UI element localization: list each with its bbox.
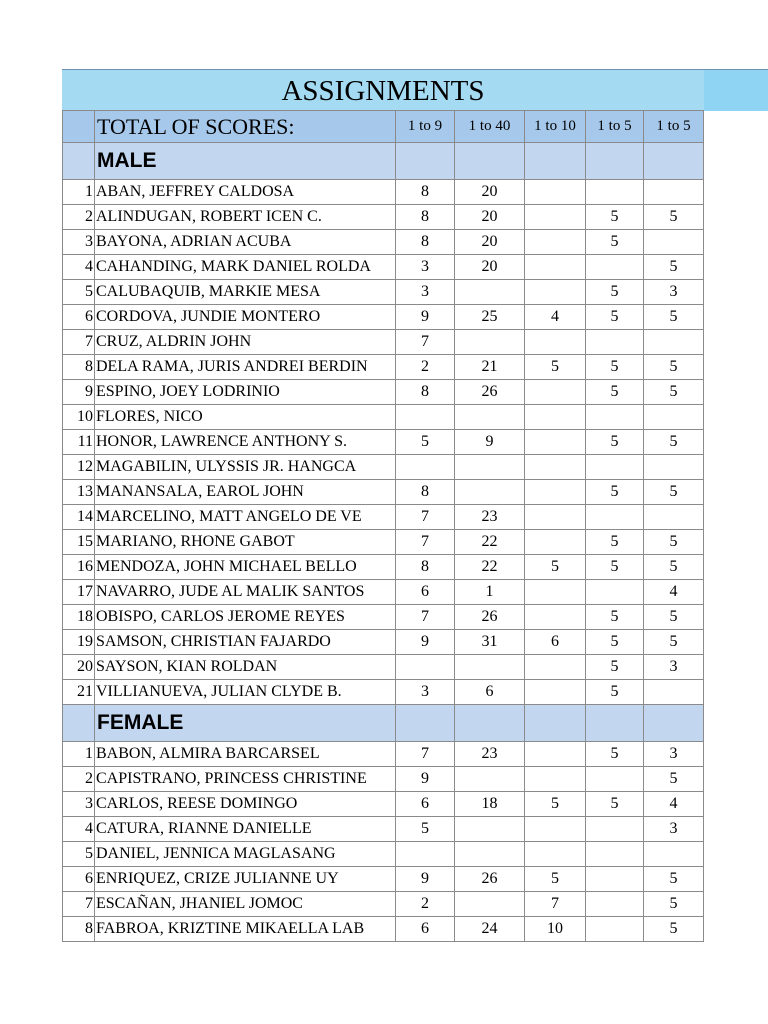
- score-cell-3[interactable]: 5: [525, 355, 586, 380]
- score-cell-2[interactable]: 24: [455, 917, 525, 942]
- score-cell-4[interactable]: 5: [586, 680, 644, 705]
- student-row: [63, 380, 704, 405]
- student-row: [63, 230, 704, 255]
- student-name-cell[interactable]: CAHANDING, MARK DANIEL ROLDA: [95, 255, 396, 280]
- student-row: [63, 655, 704, 680]
- score-cell-2[interactable]: 25: [455, 305, 525, 330]
- student-name-cell[interactable]: HONOR, LAWRENCE ANTHONY S.: [95, 430, 396, 455]
- row-number-cell[interactable]: 3: [63, 792, 95, 817]
- score-cell-5[interactable]: 3: [644, 817, 704, 842]
- student-row: [63, 767, 704, 792]
- student-row: [63, 630, 704, 655]
- row-number-cell[interactable]: 5: [63, 280, 95, 305]
- score-cell-5[interactable]: 5: [644, 380, 704, 405]
- score-cell-1[interactable]: 8: [396, 555, 455, 580]
- row-number-cell[interactable]: 1: [63, 742, 95, 767]
- score-cell-1[interactable]: 8: [396, 230, 455, 255]
- section-score-cell[interactable]: [455, 143, 525, 180]
- row-number-cell[interactable]: 16: [63, 555, 95, 580]
- row-number-cell[interactable]: 4: [63, 817, 95, 842]
- score-cell-4[interactable]: [586, 255, 644, 280]
- score-cell-3[interactable]: [525, 580, 586, 605]
- score-cell-1[interactable]: 6: [396, 580, 455, 605]
- student-row: [63, 355, 704, 380]
- score-cell-4[interactable]: 5: [586, 605, 644, 630]
- score-cell-4[interactable]: 5: [586, 530, 644, 555]
- score-cell-4[interactable]: [586, 767, 644, 792]
- score-cell-3[interactable]: [525, 205, 586, 230]
- student-name-cell[interactable]: BABON, ALMIRA BARCARSEL: [95, 742, 396, 767]
- score-cell-2[interactable]: 22: [455, 530, 525, 555]
- section-label-male[interactable]: MALE: [95, 143, 396, 180]
- score-cell-1[interactable]: 7: [396, 605, 455, 630]
- header-row: [63, 111, 704, 143]
- section-label-female[interactable]: FEMALE: [95, 705, 396, 742]
- row-number-cell[interactable]: 17: [63, 580, 95, 605]
- student-row: [63, 430, 704, 455]
- score-cell-4[interactable]: 5: [586, 280, 644, 305]
- student-name-cell[interactable]: SAMSON, CHRISTIAN FAJARDO: [95, 630, 396, 655]
- score-cell-3[interactable]: [525, 405, 586, 430]
- score-cell-2[interactable]: [455, 892, 525, 917]
- row-number-cell[interactable]: 3: [63, 230, 95, 255]
- student-row: [63, 742, 704, 767]
- score-cell-3[interactable]: [525, 605, 586, 630]
- section-number-cell[interactable]: [63, 143, 95, 180]
- row-number-cell[interactable]: 5: [63, 842, 95, 867]
- score-cell-3[interactable]: [525, 817, 586, 842]
- score-cell-1[interactable]: [396, 842, 455, 867]
- student-row: [63, 530, 704, 555]
- score-cell-4[interactable]: [586, 330, 644, 355]
- score-cell-4[interactable]: 5: [586, 480, 644, 505]
- row-number-cell[interactable]: 2: [63, 205, 95, 230]
- row-number-cell[interactable]: 9: [63, 380, 95, 405]
- row-number-cell[interactable]: 2: [63, 767, 95, 792]
- score-cell-5[interactable]: 5: [644, 355, 704, 380]
- score-cell-4[interactable]: 5: [586, 430, 644, 455]
- student-name-cell[interactable]: BAYONA, ADRIAN ACUBA: [95, 230, 396, 255]
- score-cell-2[interactable]: 26: [455, 867, 525, 892]
- score-cell-2[interactable]: 18: [455, 792, 525, 817]
- score-cell-2[interactable]: 31: [455, 630, 525, 655]
- student-name-cell[interactable]: FABROA, KRIZTINE MIKAELLA LAB: [95, 917, 396, 942]
- score-cell-1[interactable]: 2: [396, 355, 455, 380]
- student-name-cell[interactable]: MARCELINO, MATT ANGELO DE VE: [95, 505, 396, 530]
- student-name-cell[interactable]: DELA RAMA, JURIS ANDREI BERDIN: [95, 355, 396, 380]
- range-header-2[interactable]: 1 to 40: [455, 111, 525, 143]
- score-cell-4[interactable]: [586, 817, 644, 842]
- score-cell-3[interactable]: [525, 742, 586, 767]
- student-row: [63, 580, 704, 605]
- score-cell-5[interactable]: [644, 330, 704, 355]
- student-name-cell[interactable]: CRUZ, ALDRIN JOHN: [95, 330, 396, 355]
- score-cell-5[interactable]: 5: [644, 305, 704, 330]
- range-header-1[interactable]: 1 to 9: [396, 111, 455, 143]
- score-cell-3[interactable]: [525, 380, 586, 405]
- score-cell-5[interactable]: [644, 180, 704, 205]
- score-cell-5[interactable]: [644, 680, 704, 705]
- student-row: [63, 680, 704, 705]
- score-cell-3[interactable]: 5: [525, 555, 586, 580]
- row-number-cell[interactable]: 7: [63, 330, 95, 355]
- score-cell-5[interactable]: [644, 405, 704, 430]
- score-cell-4[interactable]: 5: [586, 205, 644, 230]
- student-row: [63, 180, 704, 205]
- student-row: [63, 255, 704, 280]
- score-cell-2[interactable]: 20: [455, 230, 525, 255]
- score-cell-1[interactable]: 3: [396, 255, 455, 280]
- score-cell-2[interactable]: 26: [455, 605, 525, 630]
- title-band: [62, 69, 768, 111]
- score-cell-2[interactable]: 23: [455, 742, 525, 767]
- section-score-cell[interactable]: [525, 705, 586, 742]
- score-cell-2[interactable]: 6: [455, 680, 525, 705]
- score-cell-4[interactable]: [586, 867, 644, 892]
- score-cell-3[interactable]: [525, 680, 586, 705]
- row-number-cell[interactable]: 8: [63, 917, 95, 942]
- student-row: [63, 405, 704, 430]
- row-number-cell[interactable]: 10: [63, 405, 95, 430]
- score-cell-3[interactable]: [525, 842, 586, 867]
- section-score-cell[interactable]: [586, 143, 644, 180]
- section-score-cell[interactable]: [396, 143, 455, 180]
- student-name-cell[interactable]: DANIEL, JENNICA MAGLASANG: [95, 842, 396, 867]
- score-cell-3[interactable]: 6: [525, 630, 586, 655]
- row-number-cell[interactable]: 15: [63, 530, 95, 555]
- student-name-cell[interactable]: VILLIANUEVA, JULIAN CLYDE B.: [95, 680, 396, 705]
- score-cell-3[interactable]: [525, 530, 586, 555]
- score-cell-2[interactable]: [455, 767, 525, 792]
- student-name-cell[interactable]: CATURA, RIANNE DANIELLE: [95, 817, 396, 842]
- row-number-cell[interactable]: 8: [63, 355, 95, 380]
- student-name-cell[interactable]: MAGABILIN, ULYSSIS JR. HANGCA: [95, 455, 396, 480]
- score-cell-4[interactable]: [586, 180, 644, 205]
- score-cell-5[interactable]: 3: [644, 655, 704, 680]
- title-band-extension: [704, 70, 768, 111]
- section-score-cell[interactable]: [644, 143, 704, 180]
- score-cell-5[interactable]: 3: [644, 280, 704, 305]
- score-cell-4[interactable]: [586, 455, 644, 480]
- score-cell-5[interactable]: 5: [644, 892, 704, 917]
- score-cell-3[interactable]: [525, 180, 586, 205]
- score-cell-1[interactable]: 8: [396, 480, 455, 505]
- row-number-cell[interactable]: 19: [63, 630, 95, 655]
- score-cell-5[interactable]: 5: [644, 605, 704, 630]
- student-name-cell[interactable]: ABAN, JEFFREY CALDOSA: [95, 180, 396, 205]
- student-name-cell[interactable]: OBISPO, CARLOS JEROME REYES: [95, 605, 396, 630]
- header-number-cell[interactable]: [63, 111, 95, 143]
- student-name-cell[interactable]: FLORES, NICO: [95, 405, 396, 430]
- score-cell-2[interactable]: [455, 455, 525, 480]
- section-score-cell[interactable]: [586, 705, 644, 742]
- row-number-cell[interactable]: 12: [63, 455, 95, 480]
- row-number-cell[interactable]: 14: [63, 505, 95, 530]
- score-cell-3[interactable]: 7: [525, 892, 586, 917]
- score-cell-1[interactable]: [396, 455, 455, 480]
- score-cell-3[interactable]: [525, 455, 586, 480]
- student-name-cell[interactable]: CARLOS, REESE DOMINGO: [95, 792, 396, 817]
- score-cell-3[interactable]: [525, 505, 586, 530]
- score-cell-2[interactable]: [455, 330, 525, 355]
- student-name-cell[interactable]: CORDOVA, JUNDIE MONTERO: [95, 305, 396, 330]
- score-cell-5[interactable]: 5: [644, 430, 704, 455]
- student-row: [63, 280, 704, 305]
- row-number-cell[interactable]: 13: [63, 480, 95, 505]
- score-cell-1[interactable]: [396, 655, 455, 680]
- student-name-cell[interactable]: MENDOZA, JOHN MICHAEL BELLO: [95, 555, 396, 580]
- score-cell-3[interactable]: [525, 655, 586, 680]
- score-cell-3[interactable]: 5: [525, 867, 586, 892]
- score-cell-1[interactable]: 9: [396, 867, 455, 892]
- student-row: [63, 455, 704, 480]
- score-cell-2[interactable]: [455, 480, 525, 505]
- score-cell-1[interactable]: 7: [396, 742, 455, 767]
- score-cell-2[interactable]: 23: [455, 505, 525, 530]
- score-cell-1[interactable]: [396, 405, 455, 430]
- student-name-cell[interactable]: CAPISTRANO, PRINCESS CHRISTINE: [95, 767, 396, 792]
- score-cell-1[interactable]: 6: [396, 792, 455, 817]
- score-cell-4[interactable]: 5: [586, 230, 644, 255]
- score-cell-3[interactable]: [525, 330, 586, 355]
- score-cell-1[interactable]: 8: [396, 180, 455, 205]
- score-cell-2[interactable]: [455, 655, 525, 680]
- score-cell-5[interactable]: 4: [644, 580, 704, 605]
- score-cell-3[interactable]: 10: [525, 917, 586, 942]
- section-score-cell[interactable]: [525, 143, 586, 180]
- student-row: [63, 892, 704, 917]
- score-cell-4[interactable]: 5: [586, 630, 644, 655]
- score-cell-1[interactable]: 5: [396, 817, 455, 842]
- student-row: [63, 505, 704, 530]
- total-scores-label[interactable]: TOTAL OF SCORES:: [95, 111, 396, 143]
- student-name-cell[interactable]: SAYSON, KIAN ROLDAN: [95, 655, 396, 680]
- score-cell-1[interactable]: 7: [396, 505, 455, 530]
- sheet-title: ASSIGNMENTS: [281, 75, 485, 107]
- score-cell-1[interactable]: 9: [396, 767, 455, 792]
- student-row: [63, 205, 704, 230]
- score-cell-4[interactable]: 5: [586, 305, 644, 330]
- score-cell-4[interactable]: 5: [586, 380, 644, 405]
- student-row: [63, 842, 704, 867]
- row-number-cell[interactable]: 20: [63, 655, 95, 680]
- score-cell-1[interactable]: 7: [396, 330, 455, 355]
- score-cell-5[interactable]: 5: [644, 530, 704, 555]
- student-row: [63, 555, 704, 580]
- score-cell-2[interactable]: [455, 405, 525, 430]
- score-cell-1[interactable]: 8: [396, 205, 455, 230]
- score-cell-4[interactable]: 5: [586, 655, 644, 680]
- score-cell-3[interactable]: [525, 767, 586, 792]
- score-cell-1[interactable]: 3: [396, 680, 455, 705]
- score-cell-2[interactable]: [455, 842, 525, 867]
- score-cell-3[interactable]: [525, 480, 586, 505]
- student-name-cell[interactable]: ESCAÑAN, JHANIEL JOMOC: [95, 892, 396, 917]
- score-cell-2[interactable]: 20: [455, 205, 525, 230]
- score-cell-4[interactable]: 5: [586, 555, 644, 580]
- score-cell-4[interactable]: 5: [586, 792, 644, 817]
- student-name-cell[interactable]: MANANSALA, EAROL JOHN: [95, 480, 396, 505]
- student-name-cell[interactable]: CALUBAQUIB, MARKIE MESA: [95, 280, 396, 305]
- score-cell-5[interactable]: 5: [644, 867, 704, 892]
- score-cell-5[interactable]: [644, 842, 704, 867]
- score-cell-5[interactable]: 5: [644, 480, 704, 505]
- range-header-3[interactable]: 1 to 10: [525, 111, 586, 143]
- row-number-cell[interactable]: 18: [63, 605, 95, 630]
- score-cell-5[interactable]: 4: [644, 792, 704, 817]
- student-row: [63, 817, 704, 842]
- student-row: [63, 305, 704, 330]
- score-cell-5[interactable]: 5: [644, 630, 704, 655]
- score-cell-2[interactable]: 21: [455, 355, 525, 380]
- score-cell-3[interactable]: [525, 280, 586, 305]
- row-number-cell[interactable]: 11: [63, 430, 95, 455]
- score-cell-5[interactable]: 5: [644, 205, 704, 230]
- score-cell-4[interactable]: [586, 405, 644, 430]
- score-cell-1[interactable]: 8: [396, 380, 455, 405]
- score-cell-2[interactable]: 20: [455, 180, 525, 205]
- score-cell-5[interactable]: 5: [644, 555, 704, 580]
- score-cell-5[interactable]: 3: [644, 742, 704, 767]
- score-cell-1[interactable]: 6: [396, 917, 455, 942]
- score-cell-1[interactable]: 5: [396, 430, 455, 455]
- score-cell-2[interactable]: 9: [455, 430, 525, 455]
- section-score-cell[interactable]: [396, 705, 455, 742]
- score-cell-3[interactable]: [525, 230, 586, 255]
- student-row: [63, 792, 704, 817]
- score-cell-2[interactable]: 26: [455, 380, 525, 405]
- student-row: [63, 867, 704, 892]
- score-cell-2[interactable]: 1: [455, 580, 525, 605]
- score-cell-5[interactable]: 5: [644, 917, 704, 942]
- row-number-cell[interactable]: 4: [63, 255, 95, 280]
- student-name-cell[interactable]: MARIANO, RHONE GABOT: [95, 530, 396, 555]
- row-number-cell[interactable]: 6: [63, 305, 95, 330]
- student-name-cell[interactable]: NAVARRO, JUDE AL MALIK SANTOS: [95, 580, 396, 605]
- scores-table: [62, 110, 704, 942]
- score-cell-4[interactable]: 5: [586, 742, 644, 767]
- score-cell-3[interactable]: 4: [525, 305, 586, 330]
- score-cell-2[interactable]: 20: [455, 255, 525, 280]
- range-header-5[interactable]: 1 to 5: [644, 111, 704, 143]
- section-row-male: [63, 143, 704, 180]
- score-cell-1[interactable]: 7: [396, 530, 455, 555]
- student-name-cell[interactable]: ALINDUGAN, ROBERT ICEN C.: [95, 205, 396, 230]
- score-cell-5[interactable]: 5: [644, 767, 704, 792]
- score-cell-5[interactable]: [644, 455, 704, 480]
- section-row-female: [63, 705, 704, 742]
- score-cell-3[interactable]: [525, 430, 586, 455]
- score-cell-4[interactable]: [586, 842, 644, 867]
- section-score-cell[interactable]: [644, 705, 704, 742]
- score-cell-1[interactable]: 9: [396, 305, 455, 330]
- student-row: [63, 330, 704, 355]
- score-cell-4[interactable]: [586, 917, 644, 942]
- row-number-cell[interactable]: 7: [63, 892, 95, 917]
- row-number-cell[interactable]: 1: [63, 180, 95, 205]
- score-cell-5[interactable]: [644, 230, 704, 255]
- student-row: [63, 480, 704, 505]
- score-cell-3[interactable]: 5: [525, 792, 586, 817]
- score-cell-3[interactable]: [525, 255, 586, 280]
- student-name-cell[interactable]: ENRIQUEZ, CRIZE JULIANNE UY: [95, 867, 396, 892]
- score-cell-5[interactable]: [644, 505, 704, 530]
- score-cell-4[interactable]: [586, 580, 644, 605]
- range-header-4[interactable]: 1 to 5: [586, 111, 644, 143]
- row-number-cell[interactable]: 21: [63, 680, 95, 705]
- scores-table-body: [63, 111, 704, 942]
- score-cell-5[interactable]: 5: [644, 255, 704, 280]
- row-number-cell[interactable]: 6: [63, 867, 95, 892]
- score-cell-2[interactable]: 22: [455, 555, 525, 580]
- score-cell-4[interactable]: [586, 892, 644, 917]
- student-name-cell[interactable]: ESPINO, JOEY LODRINIO: [95, 380, 396, 405]
- score-cell-2[interactable]: [455, 280, 525, 305]
- section-score-cell[interactable]: [455, 705, 525, 742]
- student-row: [63, 917, 704, 942]
- score-cell-4[interactable]: [586, 505, 644, 530]
- score-cell-1[interactable]: 3: [396, 280, 455, 305]
- score-cell-1[interactable]: 2: [396, 892, 455, 917]
- score-cell-1[interactable]: 9: [396, 630, 455, 655]
- section-number-cell[interactable]: [63, 705, 95, 742]
- student-row: [63, 605, 704, 630]
- score-cell-4[interactable]: 5: [586, 355, 644, 380]
- score-cell-2[interactable]: [455, 817, 525, 842]
